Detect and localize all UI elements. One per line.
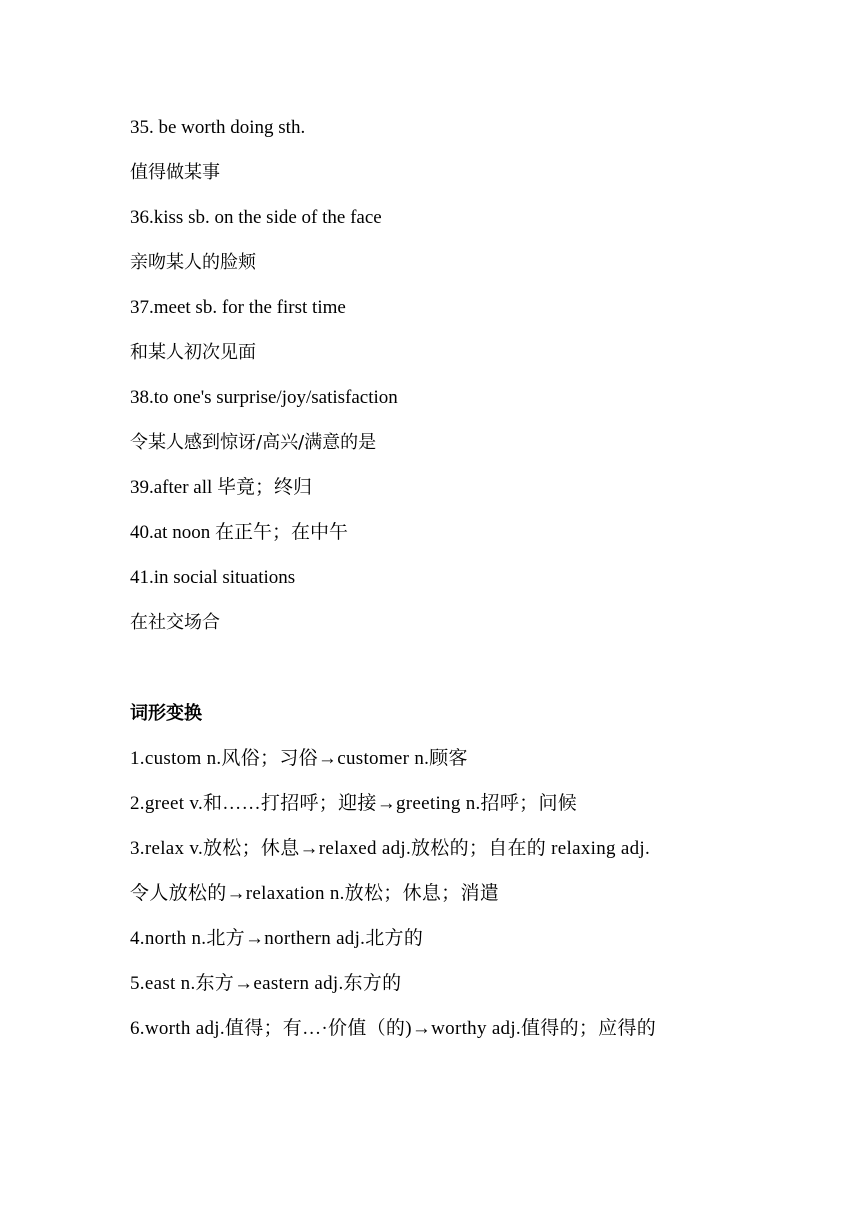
word-form-item-3: 3.relax v.放松；休息→relaxed adj.放松的；自在的 relaxing adj. — [130, 838, 651, 859]
phrase-36-meaning: 亲吻某人的脸颊 — [130, 252, 256, 273]
phrase-37: 37.meet sb. for the first time — [130, 297, 346, 318]
word-form-item-3-continued: 令人放松的→relaxation n.放松；休息；消遣 — [130, 883, 500, 904]
word-form-item-2: 2.greet v.和……打招呼；迎接→greeting n.招呼；问候 — [130, 793, 578, 814]
phrase-38-meaning: 令某人感到惊讶/高兴/满意的是 — [130, 432, 377, 453]
phrase-37-meaning: 和某人初次见面 — [130, 342, 256, 363]
phrase-38: 38.to one's surprise/joy/satisfaction — [130, 387, 398, 408]
phrase-40: 40.at noon 在正午；在中午 — [130, 522, 348, 543]
phrase-36: 36.kiss sb. on the side of the face — [130, 207, 382, 228]
word-form-item-4: 4.north n.北方→northern adj.北方的 — [130, 928, 424, 949]
phrase-35-meaning: 值得做某事 — [130, 162, 220, 183]
section-heading: 词形变换 — [130, 703, 202, 724]
phrase-41: 41.in social situations — [130, 567, 296, 588]
phrase-35: 35. be worth doing sth. — [130, 117, 306, 138]
phrase-39: 39.after all 毕竟；终归 — [130, 477, 313, 498]
word-form-item-1: 1.custom n.风俗；习俗→customer n.顾客 — [130, 748, 468, 769]
word-form-item-5: 5.east n.东方→eastern adj.东方的 — [130, 973, 402, 994]
phrase-41-meaning: 在社交场合 — [130, 612, 220, 633]
word-form-item-6: 6.worth adj.值得；有…·价值（的)→worthy adj.值得的；应得的 — [130, 1018, 657, 1039]
